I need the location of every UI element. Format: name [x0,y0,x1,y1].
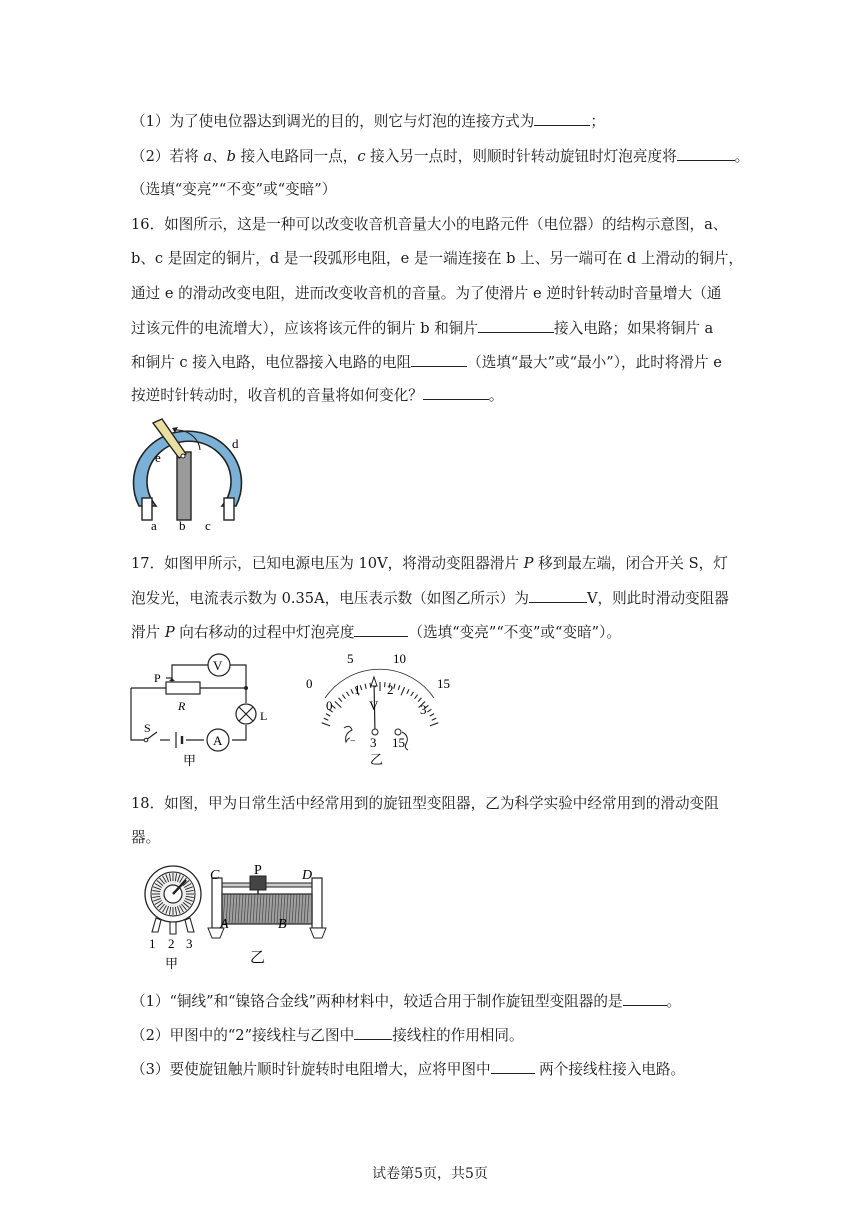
q16-line2: b、c 是固定的铜片，d 是一段弧形电阻，e 是一端连接在 b 上、另一端可在 d 上滑动的铜片， [131,250,744,267]
switch-icon [144,738,148,742]
dial-tick [401,687,405,695]
dial-tick [335,702,342,708]
unit-v: V [369,698,379,713]
label-r: R [178,699,186,713]
label-d: D [302,868,313,883]
dial-tick [398,685,400,690]
scale-3-3: 3 [420,702,427,717]
rotary-rheostat-jia [138,860,208,970]
svg-text:A: A [213,733,223,748]
label-a: A [220,917,229,932]
dial-tick [342,695,345,699]
circuit-diagram-jia [126,652,276,770]
q17-line1: 17．如图甲所示，已知电源电压为 10V，将滑动变阻器滑片 P 移到最左端，闭合开关 S，灯 [131,555,728,572]
label-e: e [155,450,161,465]
terminal-1: 1 [149,936,156,951]
dial-tick [394,684,395,689]
dial-tick [365,684,366,689]
label-p: P [154,671,161,685]
dial-tick [347,692,350,696]
dial-tick [411,692,414,696]
dial-tick [351,689,353,693]
q18-line1: 18．如图，甲为日常生活中经常用到的旋钮型变阻器，乙为科学实验中经常用到的滑动变阻 [131,795,719,812]
svg-text:−: − [350,736,356,747]
label-l: L [260,709,268,723]
label-b: B [278,917,287,932]
page-footer: 试卷第5页，共5页 [372,1166,488,1182]
slider-p [250,876,266,890]
q16-line5: 和铜片 c 接入电路，电位器接入电路的电阻 （选填“最大”或“最小”），此时将滑片 e [131,354,722,371]
voltmeter-dial-yi [300,648,460,766]
q16-line1: 16．如图所示，这是一种可以改变收音机音量大小的电路元件（电位器）的结构示意图，a、 [131,216,728,233]
terminal-2: 2 [168,936,175,951]
answer-blank-q18-3[interactable] [491,1059,535,1074]
dial-tick [407,689,409,693]
answer-blank-q16-1[interactable] [478,318,554,333]
potentiometer-figure [126,418,250,532]
dial-tick [415,695,418,699]
q17-line3: 滑片 P 向右移动的过程中灯泡亮度 （选填“变亮”“不变”或“变暗”）。 [131,624,622,641]
scale-3-0: 0 [326,698,333,713]
dial-tick [339,698,342,702]
dial-tick [432,718,437,720]
q15-part2: （2）若将 a、b 接入电路同一点，c 接入另一点时，则顺时针转动旋钮时灯泡亮度将 。 [131,148,750,165]
answer-blank-q15-2[interactable] [677,146,735,161]
dial-tick [326,714,330,717]
scale-3-1: 1 [354,682,361,697]
label-p: P [254,863,262,878]
q18-sub1: （1）“铜线”和“镍铬合金线”两种材料中，较适合用于制作旋钮型变阻器的是 。 [131,993,682,1010]
q16-line6: 按逆时针转动时，收音机的音量将如何变化？ 。 [131,387,504,404]
label-d: d [232,436,239,451]
answer-blank-q15-1[interactable] [534,111,590,126]
answer-blank-q18-1[interactable] [623,991,667,1006]
resistor-r [166,682,200,694]
slide-rheostat-yi [206,862,332,970]
dial-tick [430,723,439,726]
dial-tick [322,723,331,726]
dial-tick [324,718,329,720]
q16-line4: 过该元件的电流增大），应该将该元件的铜片 b 和铜片 接入电路；如果将铜片 a [131,320,714,337]
terminal-a [142,498,152,520]
terminal-3: 3 [370,735,377,750]
scale-3-2: 2 [387,682,394,697]
answer-blank-q17-2[interactable] [354,622,408,637]
dial-tick [370,683,371,688]
svg-text:V: V [213,658,223,673]
label-c: C [210,868,220,883]
terminal-15: 15 [392,735,405,750]
q18-line2: 器。 [131,829,161,846]
scale-15-15: 15 [437,676,450,691]
q17-line2: 泡发光，电流表示数为 0.35A，电压表示数（如图乙所示）为 V，则此时滑动变阻器 [131,590,729,607]
caption-yi: 乙 [250,950,266,966]
dial-tick [427,709,431,712]
answer-blank-q17-1[interactable] [529,588,587,603]
q15-part1: （1）为了使电位器达到调光的目的，则它与灯泡的连接方式为 ； [131,113,605,130]
label-a: a [151,518,157,532]
caption-jia: 甲 [165,956,179,970]
scale-15-10: 10 [393,651,406,666]
answer-blank-q18-2[interactable] [354,1025,392,1040]
caption-jia: 甲 [183,753,197,768]
caption-yi: 乙 [370,752,384,766]
q16-line3: 通过 e 的滑动改变电阻，进而改变收音机的音量。为了使滑片 e 逆时针转动时音量增大（通 [131,285,722,302]
terminal-b [177,452,191,520]
q15-part2-options: （选填“变亮”“不变”或“变暗”） [131,181,337,198]
label-s: S [144,721,151,735]
dial-tick [430,714,434,717]
q18-sub3: （3）要使旋钮触片顺时针旋转时电阻增大，应将甲图中 两个接线柱接入电路。 [131,1061,686,1078]
answer-blank-q16-2[interactable] [411,352,467,367]
answer-blank-q16-3[interactable] [423,385,489,400]
label-b: b [179,518,186,532]
terminal-3: 3 [186,936,193,951]
scale-15-5: 5 [347,651,354,666]
q18-sub2: （2）甲图中的“2”接线柱与乙图中 接线柱的作用相同。 [131,1027,524,1044]
scale-15-0: 0 [306,676,313,691]
terminal-c [224,498,234,520]
label-c: c [205,518,211,532]
